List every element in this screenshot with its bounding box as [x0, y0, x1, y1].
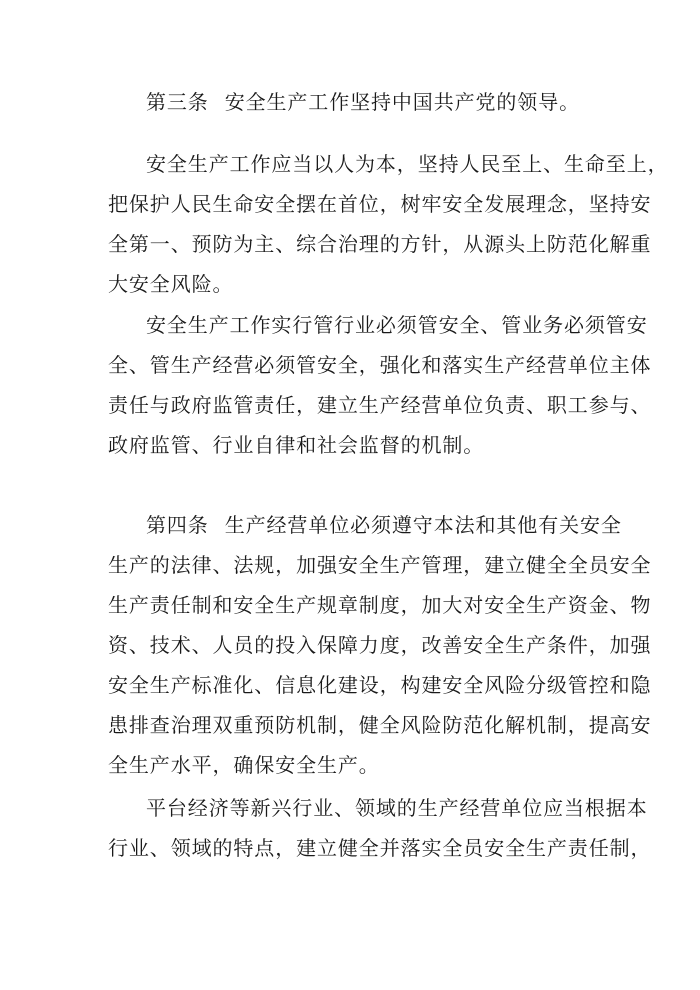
paragraph-line: 安全生产工作实行管行业必须管安全、管业务必须管安 [146, 313, 648, 337]
paragraph-line: 平台经济等新兴行业、领域的生产经营单位应当根据本 [146, 796, 648, 820]
line-text: 生产经营单位必须遵守本法和其他有关安全 [224, 513, 622, 537]
article-4-paragraph-2 [108, 788, 652, 868]
paragraph-line: 生产的法律、法规，加强安全生产管理，建立健全全员安全 [108, 553, 652, 577]
paragraph-line: 全生产水平，确保安全生产。 [108, 753, 380, 777]
article-3-paragraph-3 [108, 305, 652, 465]
article-3-paragraph [108, 82, 608, 122]
paragraph-line: 生产责任制和安全生产规章制度，加大对安全生产资金、物 [108, 593, 652, 617]
paragraph-line: 责任与政府监管责任，建立生产经营单位负责、职工参与、 [108, 393, 652, 417]
paragraph-line: 资、技术、人员的投入保障力度，改善安全生产条件，加强 [108, 633, 652, 657]
paragraph-line: 行业、领域的特点，建立健全并落实全员安全生产责任制， [108, 836, 652, 860]
paragraph-line: 患排查治理双重预防机制，健全风险防范化解机制，提高安 [108, 713, 652, 737]
paragraph-line: 政府监管、行业自律和社会监督的机制。 [108, 433, 485, 457]
article-3-paragraph-2 [108, 144, 669, 304]
paragraph-line: 安全生产工作应当以人为本，坚持人民至上、生命至上， [146, 152, 669, 176]
article-4-paragraph [108, 505, 652, 785]
paragraph-line [108, 82, 608, 122]
paragraph-line: 大安全风险。 [108, 272, 234, 296]
line-text: 安全生产工作坚持中国共产党的领导。 [224, 90, 581, 114]
paragraph-line: 全、管生产经营必须管安全，强化和落实生产经营单位主体 [108, 353, 652, 377]
paragraph-line: 全第一、预防为主、综合治理的方针，从源头上防范化解重 [108, 232, 652, 256]
paragraph-line: 把保护人民生命安全摆在首位，树牢安全发展理念，坚持安 [108, 192, 652, 216]
paragraph-line [108, 505, 622, 545]
article-number: 第四条 [146, 513, 209, 537]
article-number: 第三条 [146, 90, 209, 114]
paragraph-line: 安全生产标准化、信息化建设，构建安全风险分级管控和隐 [108, 673, 652, 697]
